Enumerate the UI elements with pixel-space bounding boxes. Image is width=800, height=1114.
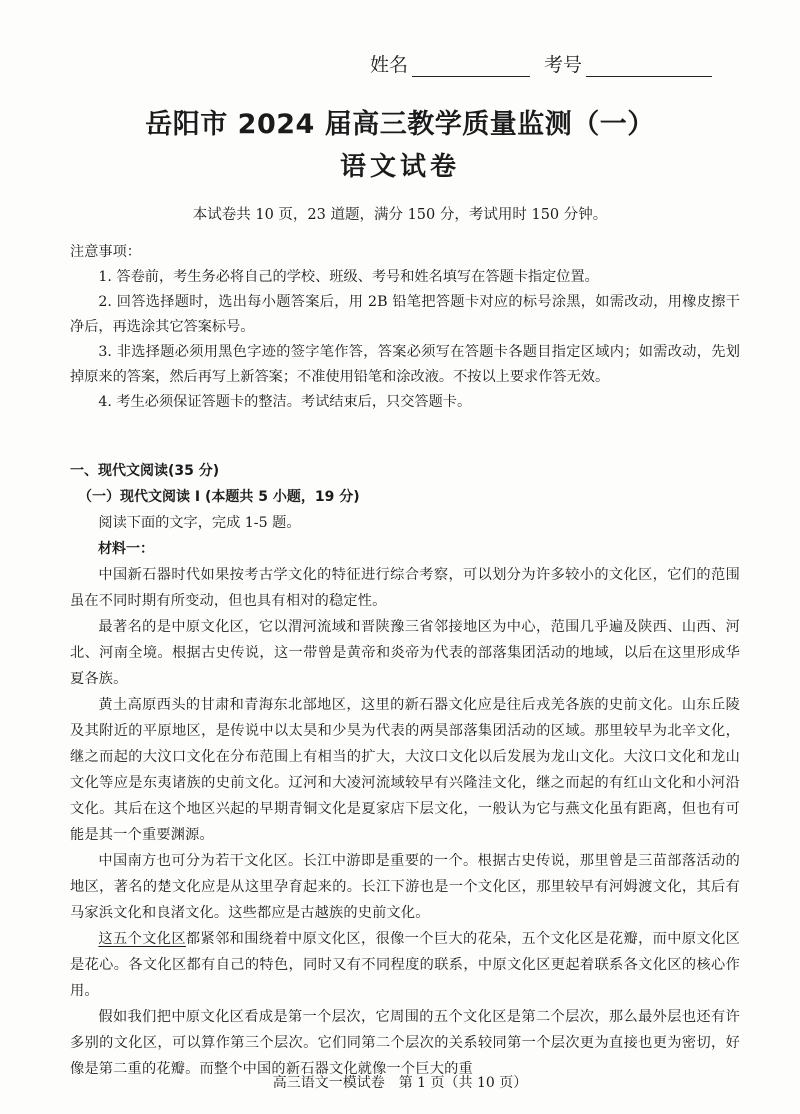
notes-item: 2. 回答选择题时，选出每小题答案后，用 2B 铅笔把答题卡对应的标号涂黑，如需改动，用橡皮擦干净后，再选涂其它答案标号。 xyxy=(70,294,740,335)
page-footer: 高三语文一模试卷 第 1 页（共 10 页） xyxy=(272,1075,528,1091)
exam-info: 本试卷共 10 页，23 道题，满分 150 分，考试用时 150 分钟。 xyxy=(192,207,608,223)
section-subheading: （一）现代文阅读 I (本题共 5 小题，19 分) xyxy=(78,489,360,505)
passage-paragraph xyxy=(70,926,740,1004)
name-label: 姓名 xyxy=(370,54,409,76)
reading-section xyxy=(70,458,740,1082)
exam-number-label: 考号 xyxy=(544,54,583,76)
underlined-phrase: 这五个文化区 xyxy=(98,931,186,947)
notes-item: 1. 答卷前，考生务必将自己的学校、班级、考号和姓名填写在答题卡指定位置。 xyxy=(98,269,599,285)
candidate-info-row xyxy=(370,50,730,77)
section-instruction: 阅读下面的文字，完成 1-5 题。 xyxy=(98,515,301,531)
notes-item: 4. 考生必须保证答题卡的整洁。考试结束后，只交答题卡。 xyxy=(98,394,472,410)
page-subtitle: 语文试卷 xyxy=(339,152,460,182)
passage-paragraph: 中国南方也可分为若干文化区。长江中游即是重要的一个。根据古史传说，那里曾是三苗部落活动的地区，著名的楚文化应是从这里孕育起来的。长江下游也是一个文化区，那里较早有河姆渡文化，其后有马家浜文化和良渚文化。这些都应是古越族的史前文化。 xyxy=(70,853,740,921)
notes-block xyxy=(70,240,740,415)
name-blank xyxy=(412,56,530,77)
material-label: 材料一： xyxy=(98,541,154,557)
passage-paragraph: 最著名的是中原文化区，它以渭河流域和晋陕豫三省邻接地区为中心，范围几乎遍及陕西、山西、河北、河南全境。根据古史传说，这一带曾是黄帝和炎帝为代表的部落集团活动的地域，以后在这里形成华夏各族。 xyxy=(70,619,740,687)
paragraph-text: 都紧邻和围绕着中原文化区，很像一个巨大的花朵，五个文化区是花瓣，而中原文化区是花心。各文化区都有自己的特色，同时又有不同程度的联系，中原文化区更起着联系各文化区的核心作用。 xyxy=(70,931,741,999)
page-title: 岳阳市 2024 届高三教学质量监测（一） xyxy=(145,109,655,140)
passage-paragraph: 黄土高原西头的甘肃和青海东北部地区，这里的新石器文化应是往后戎羌各族的史前文化。山东丘陵及其附近的平原地区，是传说中以太昊和少昊为代表的两昊部落集团活动的区域。那里较早为北辛文化，继之而起的大汶口文化在分布范围上有相当的扩大，大汶口文化以后发展为龙山文化。大汶口文化和龙山文化等应是东夷诸族的史前文化。辽河和大凌河流域较早有兴隆洼文化，继之而起的有红山文化和小河沿文化。其后在这个地区兴起的早期青铜文化是夏家店下层文化，一般认为它与燕文化虽有距离，但也有可能是其一个重要渊源。 xyxy=(70,697,740,843)
passage-paragraph: 中国新石器时代如果按考古学文化的特征进行综合考察，可以划分为许多较小的文化区，它们的范围虽在不同时期有所变动，但也具有相对的稳定性。 xyxy=(70,567,740,609)
notes-item: 3. 非选择题必须用黑色字迹的签字笔作答，答案必须写在答题卡各题目指定区域内；如需改动，先划掉原来的答案，然后再写上新答案；不准使用铅笔和涂改液。不按以上要求作答无效。 xyxy=(70,344,740,385)
passage-paragraph: 假如我们把中原文化区看成是第一个层次，它周围的五个文化区是第二个层次，那么最外层也还有许多别的文化区，可以算作第三个层次。它们同第二个层次的关系较同第一个层次更为直接也更为密切，好像是第二重的花瓣。而整个中国的新石器文化就像一个巨大的重 xyxy=(70,1009,740,1077)
notes-heading: 注意事项： xyxy=(70,244,141,260)
section-heading: 一、现代文阅读(35 分) xyxy=(70,463,220,479)
exam-number-blank xyxy=(586,56,712,77)
